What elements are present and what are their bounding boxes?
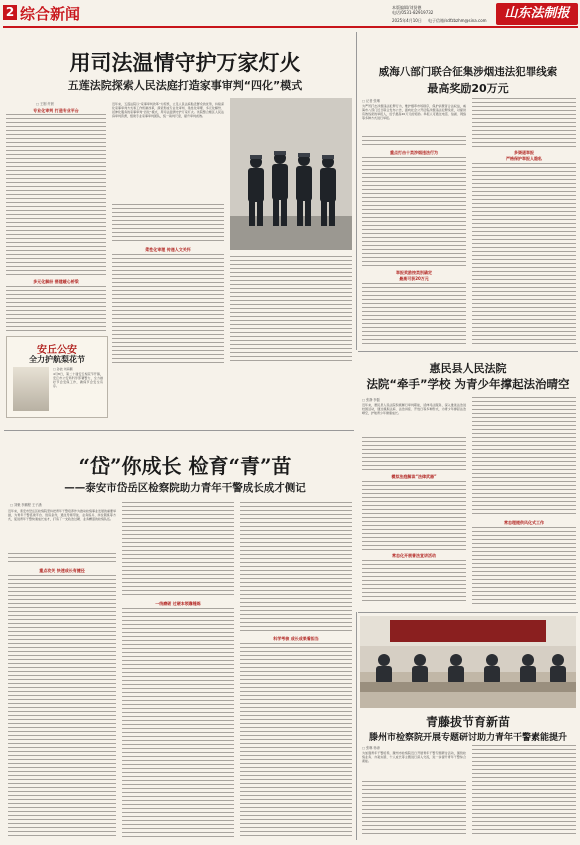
seminar-image	[360, 616, 576, 708]
article1-body: 近年来，五莲法院以“家事审判改革”为契机，立足人民法庭贴近群众的优势，持续深化家事审判方式和工作机制改革，探索形成专业化审判、柔性化审理、多元化解纷、延伸化服务的家事审判“四化”模式，用司法温情守护万家灯火。该院整合辖区人民法庭审判资源，组建专业家事审判团队，统一裁判尺度，提升审判质效。	[112, 102, 224, 118]
article2-subhead-3b: 最高可获20万元	[399, 276, 429, 281]
article1-title: 用司法温情守护万家灯火	[69, 50, 301, 75]
article2-col1-text-b	[362, 157, 466, 267]
brand-logo: 山东法制报	[496, 3, 578, 25]
article5-photo	[360, 616, 576, 708]
article1-subhead-1: 专业化审判 打造专业平台	[33, 108, 79, 113]
article2-col2-text-b	[472, 163, 576, 345]
article3-col1-text-b	[362, 481, 466, 551]
officers-walking-image	[230, 98, 352, 250]
article4-title: “岱”你成长 检育“青”苗	[78, 454, 292, 478]
article1-byline: □ 王刚 许晨	[36, 102, 54, 106]
feature-title: 安丘公安	[37, 345, 77, 356]
article1-col3-text	[230, 256, 352, 364]
article2-col1-text	[362, 136, 466, 148]
article2-col2-text	[472, 98, 576, 148]
article4-col2-text-b	[122, 608, 234, 837]
article5-col2-text	[472, 745, 576, 837]
article5-body: 为加强青年干警培养，滕州市检察院近日开展青年干警专题研讨活动，围绕检察业务、办案实践、个人成长等主题进行深入交流，进一步提升青年干警综合素能。	[362, 751, 466, 763]
article1-col2-text	[112, 204, 224, 244]
article1-subhead-3: 多元化解纷 搭建暖心桥梁	[33, 279, 79, 284]
article2-subtitle: 最高奖励20万元	[427, 82, 509, 95]
page-header	[0, 0, 580, 28]
feature-photo	[13, 367, 49, 411]
issue-date: 2025年4月10日	[392, 18, 422, 23]
article3-col1-text-c	[362, 560, 466, 604]
divider-h1	[358, 351, 578, 352]
article4-subhead-1: 重点攻关 快速成长有捷径	[39, 568, 85, 573]
article2-subhead-1: 重点打击十类涉烟违法行为	[390, 150, 438, 155]
article3-col1-text	[362, 437, 466, 471]
article3-subhead-1: 模拟法庭解读“法律武器”	[391, 474, 437, 479]
divider-v1	[356, 32, 357, 350]
article2-subhead-2: 多渠道举报	[514, 150, 534, 155]
article1-col2-text-b	[112, 254, 224, 364]
article3-byline: □ 张静 李磊	[362, 398, 380, 402]
article2-col1-text-c	[362, 283, 466, 345]
article3-subhead-3: 常态理提供风化式工作	[504, 520, 544, 525]
article2-subhead-3: 举报奖励按类别确定	[396, 270, 432, 275]
editor-line: 本版编辑/刘贤德	[392, 5, 422, 10]
article1-col1-text-b	[6, 286, 106, 332]
article2-title: 威海八部门联合征集涉烟违法犯罪线索	[378, 66, 558, 78]
article5-subtitle: 滕州市检察院开展专题研讨助力青年干警素能提升	[368, 733, 567, 743]
divider-h2	[4, 430, 354, 431]
divider-v2	[356, 612, 357, 840]
article4-subhead-3: 科学考核 成长成果看担当	[273, 636, 319, 641]
article4-col1-text	[8, 553, 116, 565]
article3-col2-text	[472, 397, 576, 517]
article3-subtitle: 法院“牵手”学校 为青少年撑起法治晴空	[366, 377, 570, 391]
article3-subhead-2: 常态化开展普法宣讲活动	[392, 553, 436, 558]
article4-subhead-2: 一线磨砺 过硬本领靠锤炼	[155, 601, 201, 606]
article1-subtitle: 五莲法院探索人民法庭打造家事审判“四化”模式	[67, 79, 303, 92]
article4-col3-text-b	[240, 643, 352, 837]
article1-col1-text	[6, 114, 106, 276]
article3-col2-text-b	[472, 527, 576, 604]
article3-body: 近年来，惠民县人民法院积极履行审判职能，延伸司法服务，深入推进法治进校园活动，通过模拟法庭、法治讲座、开放日等多种形式，为青少年撑起法治晴空，护航青少年健康成长。	[362, 403, 466, 415]
article2-body: 为严厉打击涉烟违法犯罪行为，维护烟草市场秩序，保护消费者合法权益，威海市八部门近日联合发布公告，面向社会公开征集涉烟违法犯罪线索，对提供有效线索的举报人，给予最高20万元的奖励。举报人可通过电话、信函、网络等多种方式进行举报。	[362, 104, 466, 120]
article5-title: 青藤拔节育新苗	[425, 715, 510, 729]
email-line: 电子信箱/sdfzbzhm@sina.com	[428, 18, 487, 23]
feature-body: 4月8日，第二十届安丘梨花节开幕，安丘市公安局科学部署警力，全力做好节会安保工作，确保节会安全有序。	[53, 372, 103, 388]
article4-body: 近年来，泰安市岱岳区检察院坚持把青年干警培养作为推动检察事业发展的重要举措，为青年干警搭建平台、创造条件，通过导师带徒、业务练兵、岗位锻炼等方式，促进青年干警快速成长成才，打造了一支政治过硬、业务精湛的检察队伍。	[8, 509, 116, 521]
article1-photo	[230, 98, 352, 250]
divider-h3	[358, 612, 578, 613]
phone-line: 电话/0531-82919732	[392, 10, 434, 15]
page-number-badge: 2	[3, 5, 17, 20]
article2-subhead-2b: 严格保护举报人隐私	[506, 156, 542, 161]
header-rule	[3, 26, 578, 28]
article4-col1-text-b	[8, 575, 116, 837]
article1-subhead-2: 柔性化审理 传递人文关怀	[145, 247, 191, 252]
feature-byline: □ 孙波 刘海鹏	[53, 367, 73, 371]
article2-byline: □ 记者 张琳	[362, 99, 380, 103]
article5-byline: □ 张琳 杨涛	[362, 746, 380, 750]
section-title: 综合新闻	[20, 5, 81, 23]
article4-subtitle: ——泰安市岱岳区检察院助力青年干警成长成才侧记	[64, 482, 306, 494]
article4-col2-text	[122, 502, 234, 598]
article4-col3-text	[240, 502, 352, 632]
feature-subtitle: 全力护航梨花节	[29, 355, 85, 364]
article4-byline: □ 刘魁 李鹏程 王子涵	[10, 503, 42, 507]
article5-col1-text	[362, 781, 466, 837]
feature-box	[6, 336, 108, 418]
article3-title: 惠民县人民法院	[429, 362, 507, 375]
